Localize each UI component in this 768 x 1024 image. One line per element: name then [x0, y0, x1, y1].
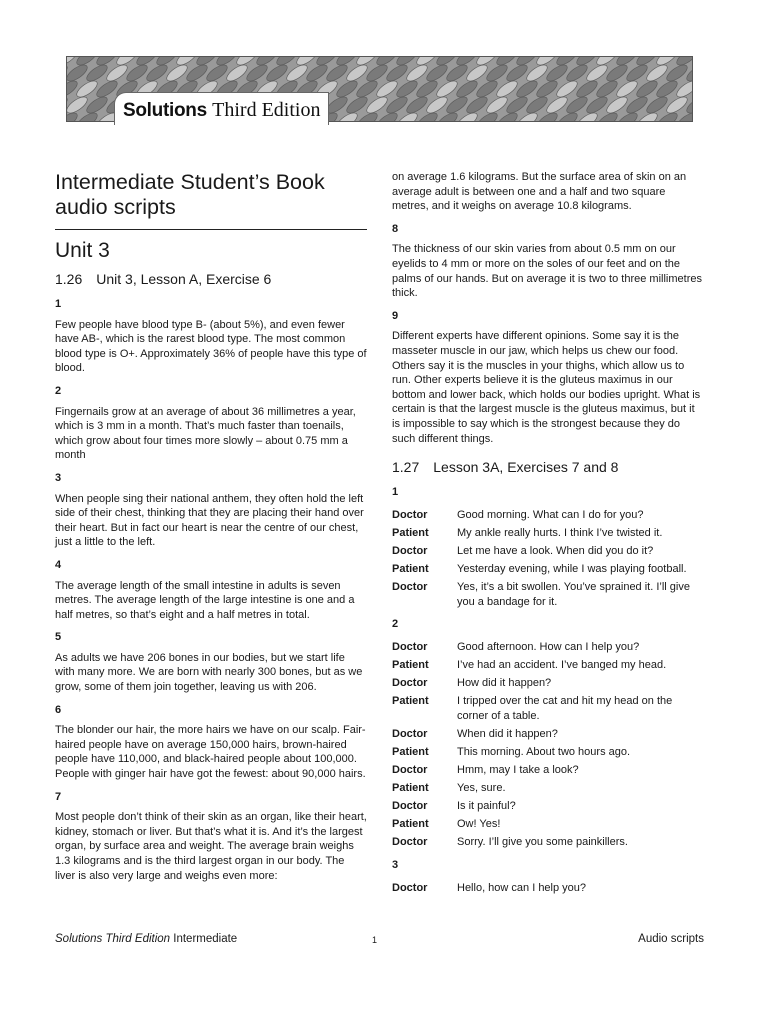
section-number: 9 — [392, 309, 399, 322]
track-label: Unit 3, Lesson A, Exercise 6 — [96, 271, 272, 287]
right-sections — [392, 222, 704, 446]
dialogue-number: 1 — [392, 486, 399, 499]
dialogue-line — [392, 799, 704, 814]
speaker: Doctor — [392, 581, 428, 594]
line-text: Hello, how can I help you? — [457, 881, 587, 894]
section-number: 8 — [392, 222, 399, 235]
speaker: Doctor — [392, 800, 428, 813]
speaker: Doctor — [392, 881, 428, 894]
dialogue-line — [392, 544, 704, 559]
speaker: Patient — [392, 526, 429, 539]
line-text: Yesterday evening, while I was playing football. — [457, 562, 687, 575]
right-column — [392, 170, 704, 903]
track-label-2: Lesson 3A, Exercises 7 and 8 — [433, 459, 619, 476]
speaker: Patient — [392, 695, 429, 708]
track-heading-2 — [392, 458, 704, 476]
section-number: 7 — [55, 790, 62, 803]
dialogue — [392, 508, 704, 610]
section-number: 2 — [55, 384, 62, 397]
line-text: I’ve had an accident. I’ve banged my head. — [457, 658, 667, 671]
speaker: Patient — [392, 658, 429, 671]
speaker: Patient — [392, 745, 429, 758]
dialogue-line — [392, 658, 704, 673]
dialogue-line — [392, 526, 704, 541]
section-text: Few people have blood type B- (about 5%), and even fewer have AB-, which is the rarest blood type. The most common blood type is O+. Approximately 36% of people have this type of blood. — [55, 318, 367, 375]
footer-title — [55, 933, 237, 945]
line-text: Yes, sure. — [457, 782, 506, 795]
speaker: Patient — [392, 818, 429, 831]
dialogue-line — [392, 781, 704, 796]
dialogue-line — [392, 881, 704, 896]
section-text: Fingernails grow at an average of about 36 millimetres a year, which is 3 mm in a month. That’s much faster than toenails, which grow about four times more slowly – about 0.75 mm a month — [55, 405, 356, 462]
track-number-2: 1.27 — [392, 459, 420, 476]
speaker: Doctor — [392, 544, 428, 557]
line-text: How did it happen? — [457, 677, 552, 690]
speaker: Doctor — [392, 508, 428, 521]
line-text: Sorry. I’ll give you some painkillers. — [457, 836, 628, 849]
line-text: I tripped over the cat and hit my head on the corner of a table. — [457, 695, 673, 722]
line-text: This morning. About two hours ago. — [457, 745, 631, 758]
section-text: When people sing their national anthem, they often hold the left side of their chest, thinking that they are placing their hand over their heart. But in fact our heart is near the centre of our chest, just a little to the left. — [55, 492, 364, 549]
continued-paragraph: on average 1.6 kilograms. But the surface area of skin on an average adult is between one and a half and two square metres, and it weighs on average 10.8 kilograms. — [392, 171, 687, 213]
dialogue-line — [392, 508, 704, 523]
speaker: Doctor — [392, 640, 428, 653]
footer-series: Solutions Third Edition — [55, 933, 171, 945]
brand-regular: Third Edition — [212, 99, 321, 121]
line-text: Let me have a look. When did you do it? — [457, 544, 654, 557]
section-text: As adults we have 206 bones in our bodies, but we start life with many more. We are born with nearly 300 bones, but as we grow, some of them join together, leaving us with 206. — [55, 651, 363, 694]
section-number: 5 — [55, 631, 62, 644]
title-divider — [55, 229, 367, 230]
dialogue-line — [392, 763, 704, 778]
section-text: The thickness of our skin varies from about 0.5 mm on our eyelids to 4 mm or more on the soles of our feet and on the palms of our hands. But on average it is two to three millimetres thick. — [392, 243, 702, 300]
section-number: 6 — [55, 703, 62, 716]
left-sections — [55, 297, 367, 883]
dialogue-line — [392, 580, 704, 609]
section-number: 4 — [55, 558, 62, 571]
dialogue-line — [392, 817, 704, 832]
brand-logo — [114, 92, 329, 125]
speaker: Doctor — [392, 677, 428, 690]
dialogue-number: 3 — [392, 858, 399, 871]
speaker: Doctor — [392, 764, 428, 776]
section-text: Most people don’t think of their skin as an organ, like their heart, kidney, stomach or liver. But that’s what it is. And it’s the largest organ, by surface area and weight. The average brain weighs 1.3 kilograms and is the third largest organ in our body. The liver is also very large and weighs even more: — [55, 811, 367, 882]
speaker: Patient — [392, 782, 429, 795]
dialogue-line — [392, 640, 704, 655]
dialogue-line — [392, 727, 704, 742]
dialogue — [392, 640, 704, 850]
unit-heading: Unit 3 — [55, 239, 110, 262]
line-text: Good morning. What can I do for you? — [457, 508, 644, 521]
dialogue-line — [392, 676, 704, 691]
line-text: Good afternoon. How can I help you? — [457, 640, 640, 653]
speaker: Doctor — [392, 727, 428, 740]
brand-bold: Solutions — [123, 100, 207, 121]
section-text: The blonder our hair, the more hairs we have on our scalp. Fair-haired people have on average 150,000 hairs, brown-haired people have 110,000, and black-haired people about 100,000. People with ginger hair have got the fewest: about 90,000 hairs. — [55, 724, 366, 781]
dialogue — [392, 881, 704, 896]
page-title: Intermediate Student’s Book audio scripts — [55, 170, 325, 219]
section-number: 1 — [55, 298, 62, 310]
dialogue-line — [392, 694, 704, 723]
speaker: Doctor — [392, 836, 428, 849]
line-text: Yes, it’s a bit swollen. You’ve sprained it. I’ll give you a bandage for it. — [457, 581, 690, 608]
dialogue-line — [392, 745, 704, 760]
footer-level: Intermediate — [173, 933, 238, 945]
line-text: Ow! Yes! — [457, 818, 501, 831]
section-text: Different experts have different opinions. Some say it is the masseter muscle in our jaw, which helps us chew our food. Others say it is the muscles in your thighs, which allow us to run. Other experts believe it is the gluteus maximus in our bottom and lower back, which holds our bodies upright. What is certain is that the largest muscle is the gluteus maximus, but it is impossible to say which is the strongest because they do such different things. — [392, 330, 701, 445]
line-text: Is it painful? — [457, 800, 516, 813]
track-number: 1.26 — [55, 271, 83, 287]
line-text: Hmm, may I take a look? — [457, 764, 579, 776]
dialogue-line — [392, 835, 704, 850]
page-number: 1 — [372, 935, 378, 945]
section-number: 3 — [55, 471, 62, 484]
footer-section: Audio scripts — [638, 933, 704, 945]
left-column — [55, 170, 367, 891]
section-text: The average length of the small intestine in adults is seven metres. The average length of the large intestine is one and a half metres, so that’s eight and a half metres in total. — [55, 579, 355, 621]
line-text: When did it happen? — [457, 727, 558, 740]
line-text: My ankle really hurts. I think I’ve twisted it. — [457, 526, 663, 539]
dialogue-number: 2 — [392, 618, 399, 631]
dialogue-line — [392, 562, 704, 577]
track-heading — [55, 270, 367, 288]
speaker: Patient — [392, 562, 429, 575]
dialogues — [392, 485, 704, 895]
